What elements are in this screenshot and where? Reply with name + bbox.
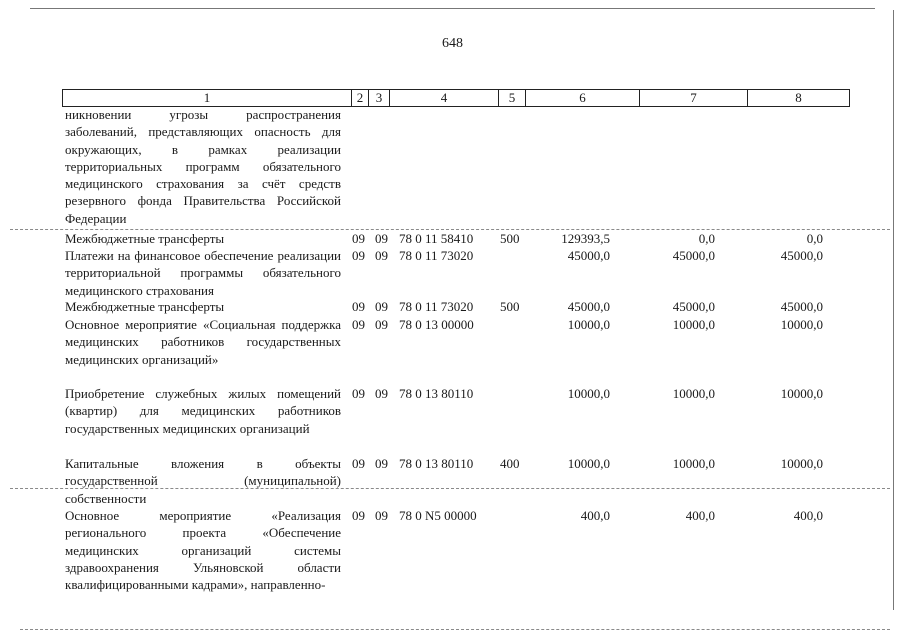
cell-expense-type: 500 bbox=[500, 299, 520, 314]
cell-section: 09 bbox=[352, 299, 365, 314]
cell-amount-8: 0,0 bbox=[806, 231, 823, 246]
cell-amount-6: 45000,0 bbox=[567, 248, 610, 263]
header-col-4: 4 bbox=[390, 90, 499, 106]
header-col-2: 2 bbox=[352, 90, 369, 106]
header-col-6: 6 bbox=[526, 90, 640, 106]
cell-amount-6: 45000,0 bbox=[567, 299, 610, 314]
cell-subsection: 09 bbox=[375, 508, 388, 523]
cell-expense-type: 500 bbox=[500, 231, 520, 246]
cell-amount-7: 10000,0 bbox=[672, 317, 715, 332]
header-col-1: 1 bbox=[63, 90, 352, 106]
row-divider bbox=[10, 488, 890, 489]
cell-section: 09 bbox=[352, 456, 365, 471]
cell-target-article: 78 0 11 58410 bbox=[399, 231, 474, 246]
cell-subsection: 09 bbox=[375, 231, 388, 246]
bottom-edge-rule bbox=[20, 629, 890, 630]
cell-section: 09 bbox=[352, 386, 365, 401]
cell-target-article: 78 0 13 80110 bbox=[399, 386, 474, 401]
row-name: Приобретение служебных жилых помещений (квартир) для медицинских работников государственных медицинских организаций bbox=[65, 386, 341, 436]
cell-amount-6: 129393,5 bbox=[561, 231, 610, 246]
cell-expense-type: 400 bbox=[500, 456, 520, 471]
cell-subsection: 09 bbox=[375, 386, 388, 401]
cell-target-article: 78 0 13 00000 bbox=[399, 317, 474, 332]
cell-section: 09 bbox=[352, 231, 365, 246]
cell-amount-6: 10000,0 bbox=[567, 456, 610, 471]
header-col-8: 8 bbox=[795, 90, 802, 105]
cell-amount-8: 10000,0 bbox=[780, 317, 823, 332]
cell-amount-8: 45000,0 bbox=[780, 248, 823, 263]
cell-amount-8: 45000,0 bbox=[780, 299, 823, 314]
row-name: Межбюджетные трансферты bbox=[65, 299, 225, 314]
cell-amount-8: 10000,0 bbox=[780, 456, 823, 471]
cell-amount-7: 45000,0 bbox=[672, 299, 715, 314]
cell-target-article: 78 0 13 80110 bbox=[399, 456, 474, 471]
cell-section: 09 bbox=[352, 508, 365, 523]
cell-subsection: 09 bbox=[375, 317, 388, 332]
row-name: никновении угрозы распространения заболеваний, представляющих опасность для окружающих, в рамках реализации территориальных программ обязательного медицинского страхования за счёт средств резервного фонда Правительства Российской Федерации bbox=[65, 107, 341, 226]
cell-amount-7: 10000,0 bbox=[672, 456, 715, 471]
right-edge-rule bbox=[893, 10, 894, 610]
cell-subsection: 09 bbox=[375, 248, 388, 263]
cell-amount-6: 400,0 bbox=[580, 508, 610, 523]
table-header bbox=[62, 89, 850, 107]
row-name: Основное мероприятие «Реализация регионального проекта «Обеспечение медицинских организаций системы здравоохранения Ульяновской области квалифицированными кадрами», направленно- bbox=[65, 508, 341, 593]
cell-target-article: 78 0 N5 00000 bbox=[399, 508, 477, 523]
cell-section: 09 bbox=[352, 248, 365, 263]
cell-amount-7: 400,0 bbox=[685, 508, 715, 523]
row-name: Платежи на финансовое обеспечение реализации территориальной программы обязательного медицинского страхования bbox=[65, 248, 341, 298]
cell-amount-6: 10000,0 bbox=[567, 386, 610, 401]
header-col-7: 7 bbox=[640, 90, 748, 106]
row-name: Основное мероприятие «Социальная поддержка медицинских работников государственных медицинских организаций» bbox=[65, 317, 341, 367]
cell-subsection: 09 bbox=[375, 456, 388, 471]
cell-target-article: 78 0 11 73020 bbox=[399, 299, 474, 314]
row-name: Капитальные вложения в объекты государственной (муниципальной) собственности bbox=[65, 456, 341, 506]
cell-amount-8: 10000,0 bbox=[780, 386, 823, 401]
cell-amount-7: 45000,0 bbox=[672, 248, 715, 263]
cell-amount-8: 400,0 bbox=[793, 508, 823, 523]
cell-target-article: 78 0 11 73020 bbox=[399, 248, 474, 263]
cell-section: 09 bbox=[352, 317, 365, 332]
row-name: Межбюджетные трансферты bbox=[65, 231, 225, 246]
page-number: 648 bbox=[442, 36, 463, 51]
header-col-5: 5 bbox=[499, 90, 526, 106]
top-edge-rule bbox=[30, 8, 875, 9]
header-col-3: 3 bbox=[369, 90, 390, 106]
cell-amount-7: 0,0 bbox=[698, 231, 715, 246]
cell-subsection: 09 bbox=[375, 299, 388, 314]
cell-amount-7: 10000,0 bbox=[672, 386, 715, 401]
cell-amount-6: 10000,0 bbox=[567, 317, 610, 332]
